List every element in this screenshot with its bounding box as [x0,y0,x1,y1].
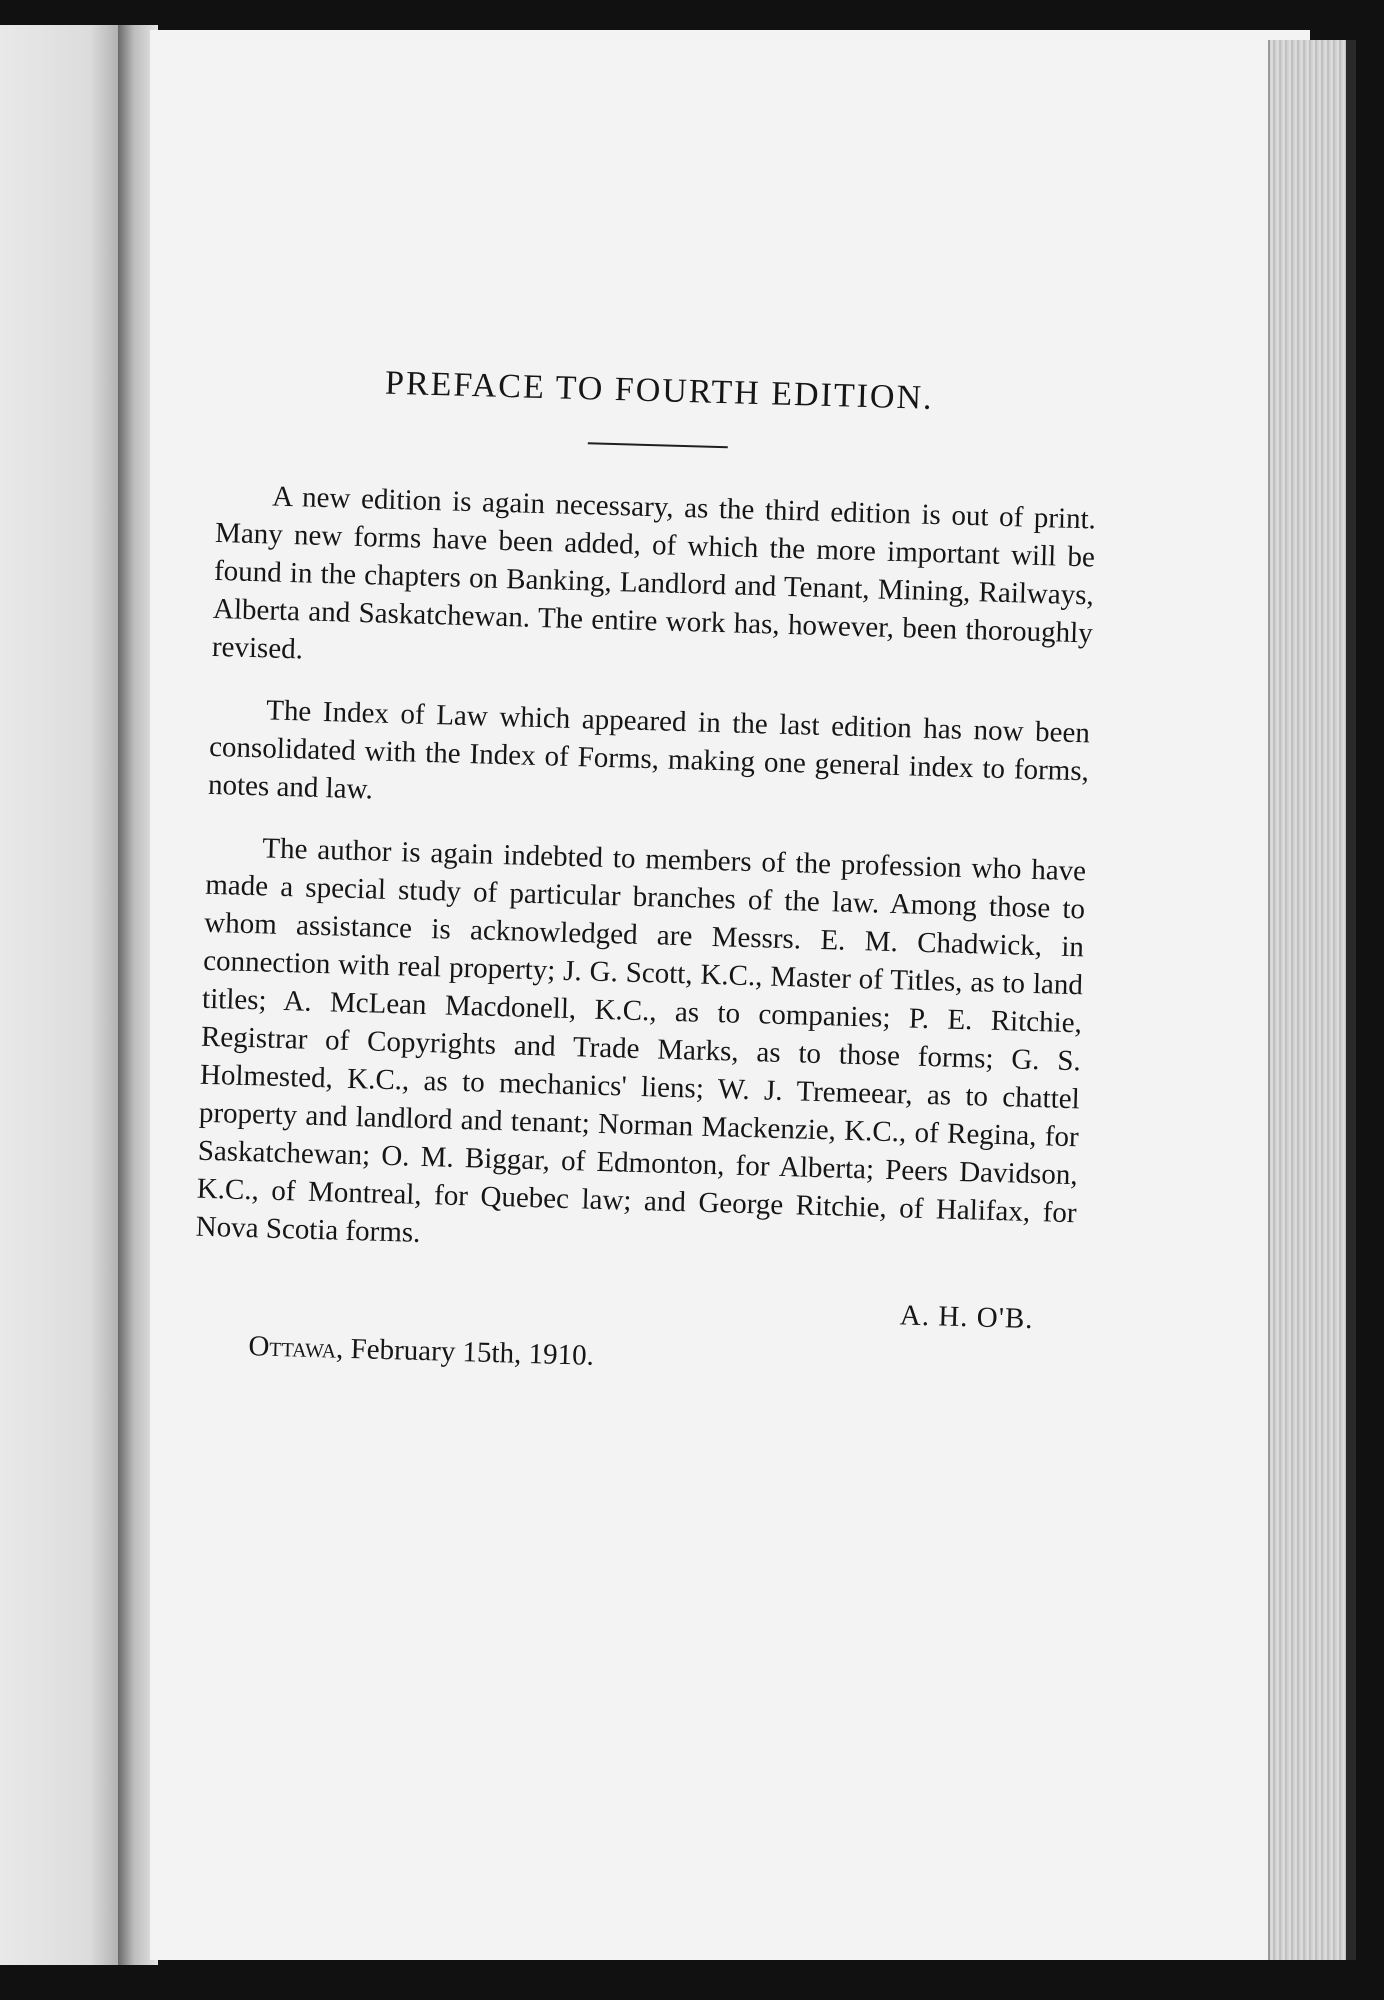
paragraph-new-edition: A new edition is again necessary, as the third edition is out of print. Many new forms have been added, of which the more important will be found in the chapters on Banking, Landlord and Tenant, Mining, Railways, Alberta and Saskatchewan. The entire work has, however, been thoroughly revised. [211,480,1097,666]
dateline-date: February 15th, 1910. [350,1333,595,1372]
paragraph-index-of-law: The Index of Law which appeared in the last edition has now been consolidated with the Index of Forms, making one general index to forms, notes and law. [207,694,1091,806]
title-rule [588,442,728,448]
page-stack-edge [1268,40,1356,1960]
paragraph-acknowledgements: The author is again indebted to members of the profession who have made a special study of particular branches of the law. Among those to whom assistance is acknowledged are Messrs. E. M. Chadwick, in connection with real property; J. G. Scott, K.C., Master of Titles, as to land titles; A. McLean Macdonell, K.C., as to companies; P. E. Ritchie, Registrar of Copyrights and Trade Marks, as to those forms; G. S. Holmested, K.C., as to mechanics' liens; W. J. Tremeear, as to chattel property and landlord and tenant; Norman Mackenzie, K.C., of Regina, for Saskatchewan; O. M. Biggar, of Edmonton, for Alberta; Peers Davidson, K.C., of Montreal, for Quebec law; and George Ritchie, of Halifax, for Nova Scotia forms. [195,832,1087,1249]
page-title: PREFACE TO FOURTH EDITION. [384,364,935,417]
preface-text-block [192,360,1100,1386]
dateline-place: Ottawa, [248,1330,344,1365]
author-signature: A. H. O'B. [899,1299,1034,1336]
